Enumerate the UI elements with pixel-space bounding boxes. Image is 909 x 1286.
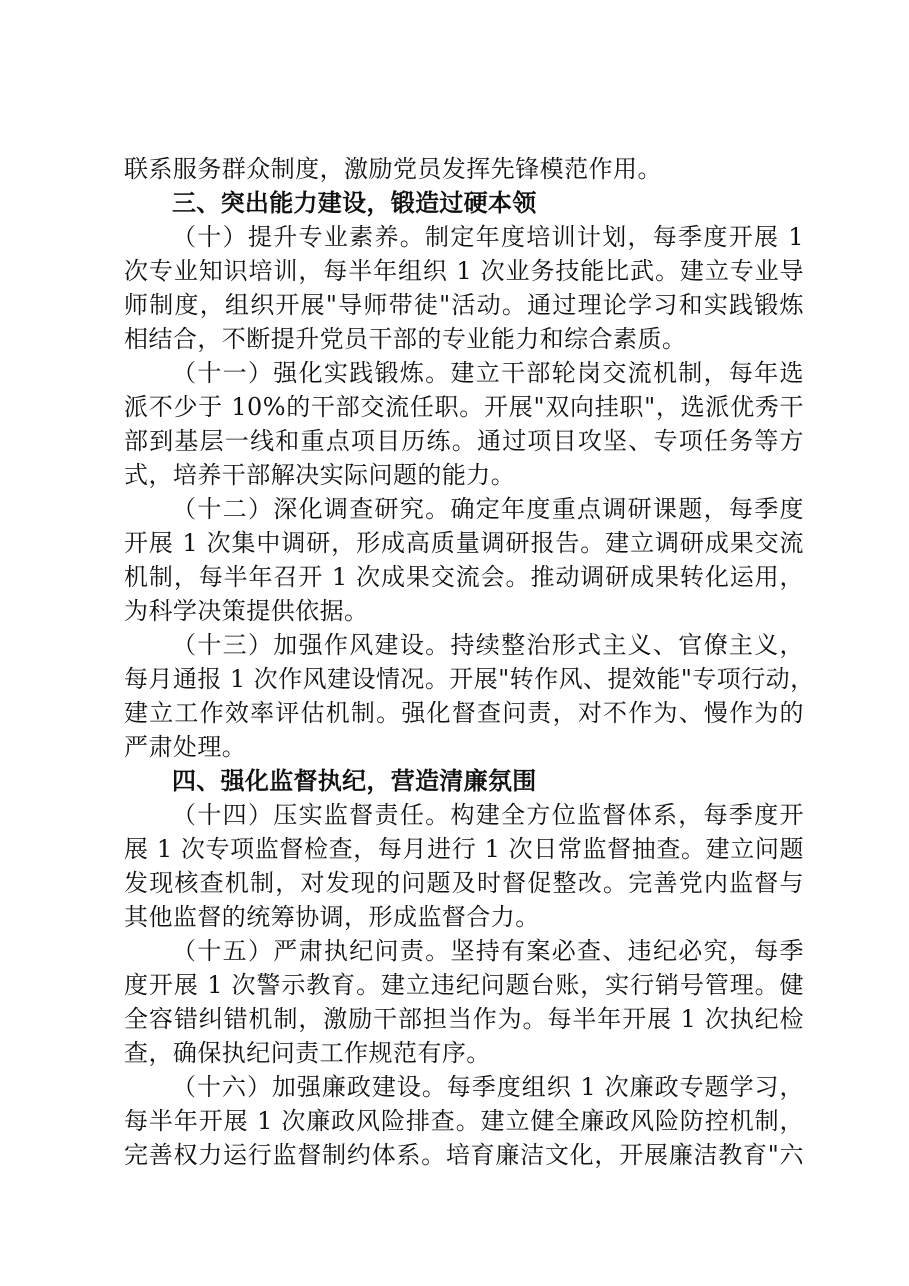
body-text-line: 机制，每半年召开 1 次成果交流会。推动调研成果转化运用， bbox=[124, 563, 804, 591]
body-text-line: 式，培养干部解决实际问题的能力。 bbox=[124, 461, 516, 489]
body-text-line: 师制度，组织开展"导师带徒"活动。通过理论学习和实践锻炼 bbox=[124, 291, 804, 319]
body-text-line: （十六）加强廉政建设。每季度组织 1 次廉政专题学习， bbox=[172, 1073, 804, 1101]
body-text-line: 联系服务群众制度，激励党员发挥先锋模范作用。 bbox=[124, 155, 662, 183]
body-text-line: 为科学决策提供依据。 bbox=[124, 597, 369, 625]
section-heading-4: 四、强化监督执纪，营造清廉氛围 bbox=[172, 767, 537, 795]
body-text-line: 完善权力运行监督制约体系。培育廉洁文化，开展廉洁教育"六 bbox=[124, 1141, 804, 1169]
body-text-line: （十四）压实监督责任。构建全方位监督体系，每季度开 bbox=[172, 801, 804, 829]
body-text-line: 展 1 次专项监督检查，每月进行 1 次日常监督抽查。建立问题 bbox=[124, 835, 804, 863]
body-text-line: 发现核查机制，对发现的问题及时督促整改。完善党内监督与 bbox=[124, 869, 804, 897]
section-heading-3: 三、突出能力建设，锻造过硬本领 bbox=[172, 189, 537, 217]
body-text-line: 度开展 1 次警示教育。建立违纪问题台账，实行销号管理。健 bbox=[124, 971, 804, 999]
body-text-line: 严肃处理。 bbox=[124, 733, 247, 761]
body-text-line: 派不少于 10%的干部交流任职。开展"双向挂职"，选派优秀干 bbox=[124, 393, 804, 421]
body-text-line: （十）提升专业素养。制定年度培训计划，每季度开展 1 bbox=[172, 223, 804, 251]
body-text-line: 相结合，不断提升党员干部的专业能力和综合素质。 bbox=[124, 325, 687, 353]
body-text-line: 建立工作效率评估机制。强化督查问责，对不作为、慢作为的 bbox=[124, 699, 804, 727]
body-text-line: 部到基层一线和重点项目历练。通过项目攻坚、专项任务等方 bbox=[124, 427, 804, 455]
body-text-line: 查，确保执纪问责工作规范有序。 bbox=[124, 1039, 491, 1067]
body-text-line: 全容错纠错机制，激励干部担当作为。每半年开展 1 次执纪检 bbox=[124, 1005, 804, 1033]
body-text-line: 其他监督的统筹协调，形成监督合力。 bbox=[124, 903, 540, 931]
body-text-line: 每月通报 1 次作风建设情况。开展"转作风、提效能"专项行动， bbox=[124, 665, 815, 693]
body-text-line: （十二）深化调查研究。确定年度重点调研课题，每季度 bbox=[172, 495, 804, 523]
body-text-line: （十三）加强作风建设。持续整治形式主义、官僚主义， bbox=[172, 631, 804, 659]
body-text-line: 每半年开展 1 次廉政风险排查。建立健全廉政风险防控机制， bbox=[124, 1107, 804, 1135]
body-text-line: （十一）强化实践锻炼。建立干部轮岗交流机制，每年选 bbox=[172, 359, 804, 387]
body-text-line: 次专业知识培训，每半年组织 1 次业务技能比武。建立专业导 bbox=[124, 257, 804, 285]
body-text-line: 开展 1 次集中调研，形成高质量调研报告。建立调研成果交流 bbox=[124, 529, 804, 557]
body-text-line: （十五）严肃执纪问责。坚持有案必查、违纪必究，每季 bbox=[172, 937, 804, 965]
